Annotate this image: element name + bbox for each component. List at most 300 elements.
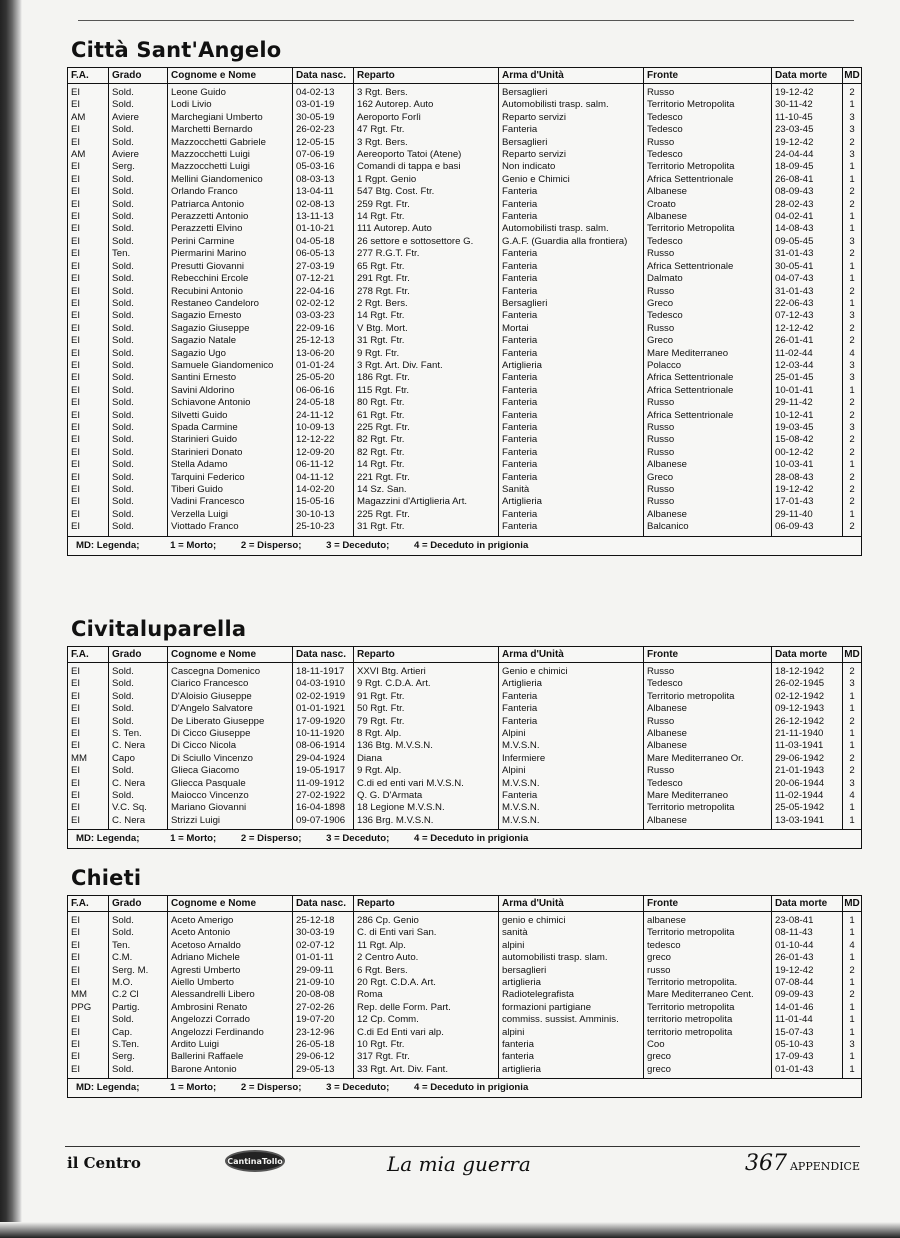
cell-fronte: Greco	[644, 472, 772, 484]
cell-arma: M.V.S.N.	[499, 815, 644, 829]
cell-arma: Fanteria	[499, 199, 644, 211]
cell-fa: MM	[68, 989, 109, 1001]
table-row	[68, 273, 861, 285]
cell-fa: EI	[68, 410, 109, 422]
cell-reparto: V Btg. Mort.	[354, 323, 499, 335]
cell-fronte: Territorio metropolita.	[644, 977, 772, 989]
cell-nome: D'Angelo Salvatore	[168, 703, 293, 715]
cell-fronte: Greco	[644, 298, 772, 310]
table-row	[68, 815, 861, 829]
cell-grado: Capo	[109, 753, 168, 765]
cell-nome: Santini Ernesto	[168, 372, 293, 384]
page-number: 367	[744, 1151, 787, 1176]
cell-data-morte: 15-08-42	[772, 434, 843, 446]
cell-reparto: 9 Rgt. Alp.	[354, 765, 499, 777]
col-header-md: MD	[843, 68, 862, 84]
cell-data-morte: 10-03-41	[772, 459, 843, 471]
cell-arma: artiglieria	[499, 977, 644, 989]
cell-nome: Strizzi Luigi	[168, 815, 293, 829]
cell-grado: Serg. M.	[109, 965, 168, 977]
cell-fronte: Territorio metropolita	[644, 1002, 772, 1014]
cell-grado: Ten.	[109, 940, 168, 952]
cell-data-nasc: 13-04-11	[293, 186, 354, 198]
col-header-data-morte: Data morte	[772, 68, 843, 84]
cell-nome: Perini Carmine	[168, 236, 293, 248]
cell-arma: fanteria	[499, 1051, 644, 1063]
cell-reparto: 277 R.G.T. Ftr.	[354, 248, 499, 260]
cell-data-morte: 17-09-43	[772, 1051, 843, 1063]
col-header-data-nasc: Data nasc.	[293, 896, 354, 912]
cell-data-morte: 30-05-41	[772, 261, 843, 273]
cell-data-morte: 02-12-1942	[772, 691, 843, 703]
cell-nome: Spada Carmine	[168, 422, 293, 434]
table-row	[68, 397, 861, 409]
cell-reparto: 50 Rgt. Ftr.	[354, 703, 499, 715]
cell-nome: Mazzocchetti Luigi	[168, 161, 293, 173]
cell-grado: Sold.	[109, 484, 168, 496]
cell-data-morte: 19-12-42	[772, 484, 843, 496]
legend-item: 3 = Deceduto;	[326, 1082, 390, 1094]
cell-data-morte: 23-03-45	[772, 124, 843, 136]
cell-fa: EI	[68, 199, 109, 211]
cell-data-nasc: 13-06-20	[293, 348, 354, 360]
cell-grado: Sold.	[109, 496, 168, 508]
cell-reparto: 111 Autorep. Auto	[354, 223, 499, 235]
table-row	[68, 360, 861, 372]
cell-data-morte: 14-01-46	[772, 1002, 843, 1014]
cell-arma: sanità	[499, 927, 644, 939]
cell-data-nasc: 29-06-12	[293, 1051, 354, 1063]
newspaper-name: il Centro	[67, 1154, 141, 1172]
cell-fronte: Tedesco	[644, 236, 772, 248]
col-header-arma: Arma d'Unità	[499, 68, 644, 84]
cell-md: 1	[849, 1014, 855, 1026]
cell-grado: Sold.	[109, 137, 168, 149]
cell-data-nasc: 06-06-16	[293, 385, 354, 397]
cell-fa: EI	[68, 678, 109, 690]
cell-fa: EI	[68, 815, 109, 829]
cell-data-nasc: 09-07-1906	[293, 815, 354, 829]
cell-data-nasc: 08-03-13	[293, 174, 354, 186]
cell-data-morte: 19-12-42	[772, 137, 843, 149]
cell-nome: Orlando Franco	[168, 186, 293, 198]
table-row	[68, 663, 861, 679]
cell-arma: Fanteria	[499, 186, 644, 198]
cell-fronte: Territorio metropolita	[644, 691, 772, 703]
cell-fronte: Africa Settentrionale	[644, 174, 772, 186]
cell-fa: EI	[68, 940, 109, 952]
cell-nome: Sagazio Giuseppe	[168, 323, 293, 335]
cell-fa: EI	[68, 298, 109, 310]
cell-data-morte: 00-12-42	[772, 447, 843, 459]
cell-fronte: Balcanico	[644, 521, 772, 535]
cell-fa: EI	[68, 459, 109, 471]
cell-md: 1	[849, 384, 855, 396]
cell-fronte: Russo	[644, 397, 772, 409]
cell-fa: EI	[68, 447, 109, 459]
table-row	[68, 765, 861, 777]
cell-arma: Alpini	[499, 728, 644, 740]
cell-data-morte: 26-08-41	[772, 174, 843, 186]
cell-md: 1	[849, 690, 855, 702]
cell-fronte: Russo	[644, 765, 772, 777]
cell-md: 1	[849, 977, 855, 989]
cell-arma: Fanteria	[499, 691, 644, 703]
cell-data-morte: 01-01-43	[772, 1064, 843, 1078]
cell-data-nasc: 15-05-16	[293, 496, 354, 508]
cell-md: 3	[849, 678, 855, 690]
cell-arma: Fanteria	[499, 273, 644, 285]
roster-table-box	[67, 67, 862, 556]
cell-reparto: Q. G. D'Armata	[354, 790, 499, 802]
cell-data-morte: 19-12-42	[772, 965, 843, 977]
cell-arma: Mortai	[499, 323, 644, 335]
cell-data-nasc: 19-07-20	[293, 1014, 354, 1026]
cell-fronte: Russo	[644, 286, 772, 298]
cell-data-nasc: 23-12-96	[293, 1027, 354, 1039]
table-row	[68, 753, 861, 765]
cell-fa: EI	[68, 84, 109, 100]
col-header-md: MD	[843, 896, 862, 912]
cell-fa: EI	[68, 1027, 109, 1039]
cell-reparto: 14 Rgt. Ftr.	[354, 459, 499, 471]
col-header-data-nasc: Data nasc.	[293, 68, 354, 84]
cell-grado: Sold.	[109, 765, 168, 777]
cell-arma: Fanteria	[499, 410, 644, 422]
table-body	[68, 663, 861, 830]
col-header-fronte: Fronte	[644, 896, 772, 912]
cell-data-morte: 09-09-43	[772, 989, 843, 1001]
cell-grado: Sold.	[109, 186, 168, 198]
cell-md: 3	[849, 777, 855, 789]
cell-data-nasc: 03-01-19	[293, 99, 354, 111]
table-row	[68, 310, 861, 322]
cell-data-morte: 26-01-41	[772, 335, 843, 347]
cell-reparto: 47 Rgt. Ftr.	[354, 124, 499, 136]
cell-fronte: Russo	[644, 137, 772, 149]
cell-fronte: territorio metropolita	[644, 1027, 772, 1039]
cell-reparto: 79 Rgt. Ftr.	[354, 716, 499, 728]
cell-data-nasc: 25-12-18	[293, 912, 354, 928]
cell-arma: Fanteria	[499, 397, 644, 409]
cell-nome: Di Cicco Nicola	[168, 740, 293, 752]
col-header-reparto: Reparto	[354, 896, 499, 912]
cell-nome: Gliecca Pasquale	[168, 778, 293, 790]
cell-reparto: Comandi di tappa e basi	[354, 161, 499, 173]
cell-arma: Sanità	[499, 484, 644, 496]
cell-data-nasc: 06-11-12	[293, 459, 354, 471]
cell-reparto: 115 Rgt. Ftr.	[354, 385, 499, 397]
cell-fronte: Mare Mediterraneo Cent.	[644, 989, 772, 1001]
header-row	[68, 68, 861, 84]
cell-md: 1	[849, 223, 855, 235]
table-row	[68, 434, 861, 446]
cell-data-nasc: 05-03-16	[293, 161, 354, 173]
cell-md: 1	[849, 814, 855, 826]
cell-fronte: russo	[644, 965, 772, 977]
table-row	[68, 348, 861, 360]
col-header-reparto: Reparto	[354, 647, 499, 663]
cell-data-morte: 18-12-1942	[772, 663, 843, 679]
cell-arma: Artiglieria	[499, 496, 644, 508]
table-row	[68, 372, 861, 384]
col-header-fa: F.A.	[68, 68, 109, 84]
cell-arma: Automobilisti trasp. salm.	[499, 223, 644, 235]
cell-grado: Sold.	[109, 323, 168, 335]
cell-fa: EI	[68, 952, 109, 964]
cell-reparto: 225 Rgt. Ftr.	[354, 509, 499, 521]
cell-grado: Sold.	[109, 84, 168, 100]
cell-data-morte: 19-12-42	[772, 84, 843, 100]
cell-nome: Aiello Umberto	[168, 977, 293, 989]
cell-nome: Starinieri Guido	[168, 434, 293, 446]
col-header-grado: Grado	[109, 647, 168, 663]
cell-arma: Fanteria	[499, 790, 644, 802]
cell-nome: Aceto Amerigo	[168, 912, 293, 928]
cell-md: 2	[849, 752, 855, 764]
cell-md: 3	[849, 421, 855, 433]
cell-nome: Tarquini Federico	[168, 472, 293, 484]
cell-grado: Sold.	[109, 310, 168, 322]
cell-arma: automobilisti trasp. slam.	[499, 952, 644, 964]
cell-md: 2	[849, 471, 855, 483]
cell-nome: Presutti Giovanni	[168, 261, 293, 273]
table-row	[68, 678, 861, 690]
cell-reparto: 221 Rgt. Ftr.	[354, 472, 499, 484]
cell-reparto: 12 Cp. Comm.	[354, 1014, 499, 1026]
cell-data-morte: 09-12-1943	[772, 703, 843, 715]
cell-data-morte: 06-09-43	[772, 521, 843, 535]
cell-md: 2	[849, 322, 855, 334]
col-header-fronte: Fronte	[644, 647, 772, 663]
cell-data-nasc: 02-02-1919	[293, 691, 354, 703]
table-row	[68, 965, 861, 977]
cell-reparto: Aereoporto Tatoi (Atene)	[354, 149, 499, 161]
cell-reparto: C. di Enti vari San.	[354, 927, 499, 939]
cell-arma: Fanteria	[499, 716, 644, 728]
cell-fa: EI	[68, 663, 109, 679]
cell-data-morte: 25-01-45	[772, 372, 843, 384]
cell-nome: Vadini Francesco	[168, 496, 293, 508]
cell-md: 2	[849, 248, 855, 260]
cell-reparto: Diana	[354, 753, 499, 765]
cell-nome: Cascegna Domenico	[168, 663, 293, 679]
cell-reparto: 3 Rgt. Art. Div. Fant.	[354, 360, 499, 372]
table-row	[68, 484, 861, 496]
cell-grado: Sold.	[109, 273, 168, 285]
cell-data-nasc: 13-11-13	[293, 211, 354, 223]
cell-fa: EI	[68, 161, 109, 173]
cell-reparto: 3 Rgt. Bers.	[354, 84, 499, 100]
cell-grado: Serg.	[109, 161, 168, 173]
cell-nome: Sagazio Ernesto	[168, 310, 293, 322]
cell-grado: Sold.	[109, 397, 168, 409]
table-row	[68, 211, 861, 223]
table-row	[68, 778, 861, 790]
cell-data-nasc: 02-07-12	[293, 940, 354, 952]
cell-fronte: Territorio metropolita	[644, 927, 772, 939]
cell-arma: alpini	[499, 1027, 644, 1039]
cell-fa: EI	[68, 422, 109, 434]
cell-grado: Sold.	[109, 472, 168, 484]
cell-nome: Mariano Giovanni	[168, 802, 293, 814]
cell-arma: Fanteria	[499, 521, 644, 535]
cell-arma: Artiglieria	[499, 678, 644, 690]
cell-data-morte: 28-02-43	[772, 199, 843, 211]
cell-grado: Sold.	[109, 261, 168, 273]
cell-fronte: Albanese	[644, 815, 772, 829]
cell-grado: Ten.	[109, 248, 168, 260]
cell-data-nasc: 25-12-13	[293, 335, 354, 347]
cell-reparto: 14 Sz. San.	[354, 484, 499, 496]
cell-data-morte: 10-01-41	[772, 385, 843, 397]
cell-reparto: 9 Rgt. Ftr.	[354, 348, 499, 360]
legend-item: 2 = Disperso;	[240, 1082, 302, 1094]
cell-grado: Aviere	[109, 112, 168, 124]
cell-fronte: Tedesco	[644, 149, 772, 161]
cell-fa: EI	[68, 434, 109, 446]
cell-arma: Fanteria	[499, 211, 644, 223]
cell-reparto: 317 Rgt. Ftr.	[354, 1051, 499, 1063]
cell-nome: Sagazio Ugo	[168, 348, 293, 360]
cell-md: 3	[849, 1039, 855, 1051]
cell-data-nasc: 01-01-24	[293, 360, 354, 372]
cell-nome: Acetoso Arnaldo	[168, 940, 293, 952]
cell-data-nasc: 30-05-19	[293, 112, 354, 124]
cell-arma: Fanteria	[499, 447, 644, 459]
cell-fronte: Territorio Metropolita	[644, 223, 772, 235]
cell-arma: M.V.S.N.	[499, 802, 644, 814]
cell-grado: Sold.	[109, 912, 168, 928]
cell-data-morte: 19-03-45	[772, 422, 843, 434]
cell-grado: C. Nera	[109, 815, 168, 829]
cell-fronte: Albanese	[644, 211, 772, 223]
cell-md: 1	[849, 740, 855, 752]
cell-fa: EI	[68, 716, 109, 728]
cell-md: 3	[849, 235, 855, 247]
cell-data-morte: 21-11-1940	[772, 728, 843, 740]
table-row	[68, 84, 861, 100]
cell-nome: Viottado Franco	[168, 521, 293, 535]
cell-md: 1	[849, 273, 855, 285]
cell-md: 1	[849, 173, 855, 185]
cell-grado: M.O.	[109, 977, 168, 989]
cell-nome: Piermarini Marino	[168, 248, 293, 260]
col-header-data-nasc: Data nasc.	[293, 647, 354, 663]
cell-nome: Perazzetti Antonio	[168, 211, 293, 223]
cell-nome: Mazzocchetti Luigi	[168, 149, 293, 161]
cell-data-nasc: 25-05-20	[293, 372, 354, 384]
cell-data-morte: 11-03-1941	[772, 740, 843, 752]
cell-data-morte: 01-10-44	[772, 940, 843, 952]
cell-nome: Angelozzi Corrado	[168, 1014, 293, 1026]
cell-grado: Sold.	[109, 790, 168, 802]
cell-grado: Sold.	[109, 286, 168, 298]
cell-reparto: 6 Rgt. Bers.	[354, 965, 499, 977]
table-row	[68, 703, 861, 715]
cell-nome: Mazzocchetti Gabriele	[168, 137, 293, 149]
legend-item: 1 = Morto;	[170, 833, 217, 845]
cell-fa: EI	[68, 360, 109, 372]
cell-reparto: 31 Rgt. Ftr.	[354, 335, 499, 347]
table-row	[68, 236, 861, 248]
cell-fronte: Tedesco	[644, 678, 772, 690]
cell-arma: Bersaglieri	[499, 137, 644, 149]
cell-fronte: Russo	[644, 663, 772, 679]
cell-data-nasc: 20-08-08	[293, 989, 354, 1001]
cell-arma: bersaglieri	[499, 965, 644, 977]
cell-fa: EI	[68, 286, 109, 298]
cell-data-nasc: 16-04-1898	[293, 802, 354, 814]
cell-arma: Fanteria	[499, 472, 644, 484]
cell-reparto: 91 Rgt. Ftr.	[354, 691, 499, 703]
cell-nome: Angelozzi Ferdinando	[168, 1027, 293, 1039]
cell-grado: Sold.	[109, 335, 168, 347]
section-chieti	[67, 866, 862, 1098]
cell-reparto: 291 Rgt. Ftr.	[354, 273, 499, 285]
cell-nome: Recubini Antonio	[168, 286, 293, 298]
cell-grado: V.C. Sq.	[109, 802, 168, 814]
cell-fronte: tedesco	[644, 940, 772, 952]
cell-fa: MM	[68, 753, 109, 765]
cell-arma: Fanteria	[499, 248, 644, 260]
cell-reparto: C.di Ed Enti vari alp.	[354, 1027, 499, 1039]
cell-reparto: 136 Brg. M.V.S.N.	[354, 815, 499, 829]
cell-data-nasc: 29-04-1924	[293, 753, 354, 765]
cell-arma: Genio e chimici	[499, 663, 644, 679]
cell-fronte: Mare Mediterraneo	[644, 790, 772, 802]
cell-md: 2	[849, 434, 855, 446]
table-row	[68, 298, 861, 310]
cell-data-morte: 13-03-1941	[772, 815, 843, 829]
md-legend	[68, 1078, 861, 1097]
cell-grado: Sold.	[109, 1014, 168, 1026]
table-row	[68, 286, 861, 298]
cell-data-morte: 05-10-43	[772, 1039, 843, 1051]
table-body	[68, 84, 861, 536]
legend-item: 4 = Deceduto in prigionia	[413, 833, 529, 845]
cell-grado: Sold.	[109, 434, 168, 446]
cell-data-nasc: 25-10-23	[293, 521, 354, 535]
cell-data-nasc: 29-05-13	[293, 1064, 354, 1078]
cell-arma: Fanteria	[499, 703, 644, 715]
cell-arma: fanteria	[499, 1039, 644, 1051]
cell-grado: Sold.	[109, 521, 168, 535]
section-citta-santangelo	[67, 38, 862, 556]
cell-arma: Fanteria	[499, 434, 644, 446]
cell-fronte: Croato	[644, 199, 772, 211]
cell-fa: EI	[68, 261, 109, 273]
cell-data-morte: 04-07-43	[772, 273, 843, 285]
cell-data-morte: 08-11-43	[772, 927, 843, 939]
roster-table	[68, 68, 861, 536]
cell-grado: Sold.	[109, 223, 168, 235]
cell-md: 3	[849, 372, 855, 384]
cell-arma: commiss. sussist. Amminis.	[499, 1014, 644, 1026]
col-header-arma: Arma d'Unità	[499, 647, 644, 663]
table-row	[68, 186, 861, 198]
cell-data-nasc: 21-09-10	[293, 977, 354, 989]
cell-arma: M.V.S.N.	[499, 778, 644, 790]
cell-md: 1	[849, 952, 855, 964]
cell-md: 1	[849, 260, 855, 272]
cell-nome: Lodi Livio	[168, 99, 293, 111]
table-row	[68, 99, 861, 111]
cell-md: 1	[849, 927, 855, 939]
page-section-label: APPENDICE	[789, 1160, 860, 1173]
col-header-grado: Grado	[109, 896, 168, 912]
legend-item: 1 = Morto;	[170, 539, 217, 551]
